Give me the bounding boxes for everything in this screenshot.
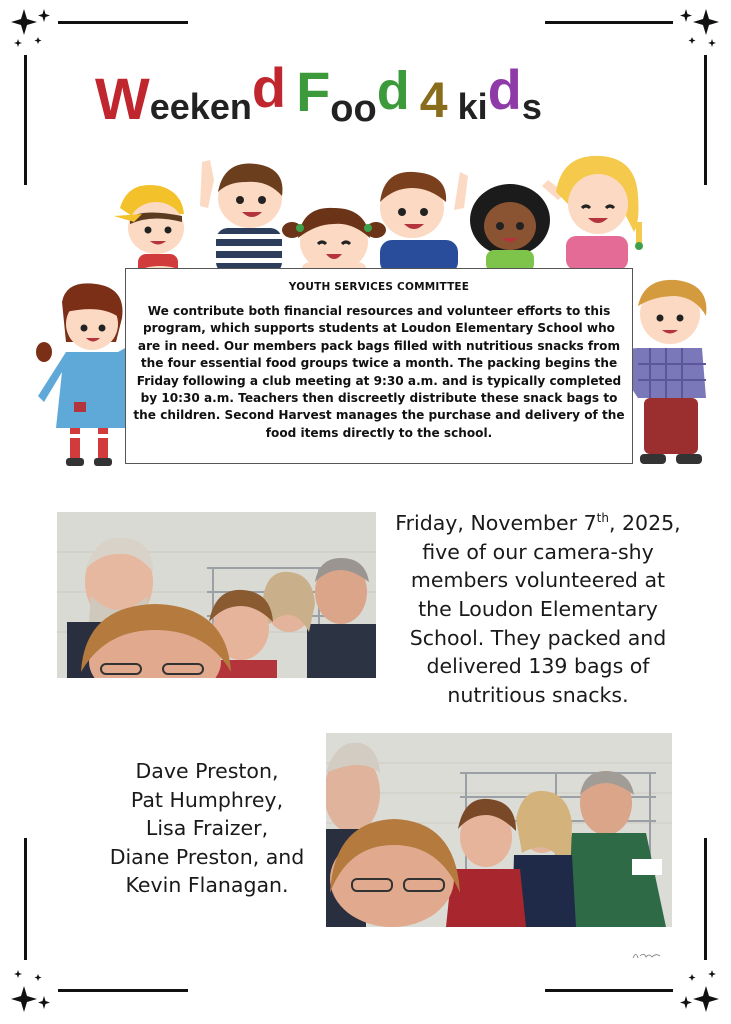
kid-striped-shirt-illustration bbox=[198, 158, 293, 276]
volunteer-selfie-photo-2 bbox=[326, 733, 672, 927]
kid-yellow-cap-illustration bbox=[112, 178, 207, 278]
volunteer-name: Lisa Fraizer, bbox=[145, 816, 269, 841]
kid-blonde-girl-illustration bbox=[538, 152, 653, 270]
event-description bbox=[382, 504, 694, 710]
sparkle-top-right-icon bbox=[672, 5, 722, 55]
event-line: School. They packed and bbox=[409, 625, 667, 650]
signboard-body: We contribute both financial resources and volunteer efforts to this program, which supports students at Loudon Elementary School who are in need. Our members pack bags filled with nutritious snacks from the four essential food groups twice a month. The packing begins the Friday following a club meeting at 9:30 a.m. and is typically completed by 10:30 a.m. Teachers then discreetly distribute these snack bags to the children. Second Harvest manages the purchase and delivery of the food items directly to the school. bbox=[133, 304, 625, 440]
title-letter: W bbox=[95, 67, 150, 132]
youth-services-signboard bbox=[125, 268, 633, 464]
frame-right-top-rule bbox=[704, 55, 707, 185]
volunteer-name: Kevin Flanagan. bbox=[125, 873, 289, 898]
event-date-suffix: th bbox=[596, 511, 609, 525]
sparkle-bottom-left-icon bbox=[8, 966, 58, 1016]
title-letter: eeken bbox=[149, 86, 252, 127]
volunteer-name: Dave Preston, bbox=[135, 759, 279, 783]
artist-signature-mark bbox=[632, 950, 662, 960]
event-date-line bbox=[382, 504, 694, 538]
frame-bottom-right-rule bbox=[545, 989, 673, 992]
event-line: the Loudon Elementary bbox=[418, 596, 658, 621]
event-date-prefix: Friday, November 7 bbox=[395, 510, 597, 535]
volunteer-name: Pat Humphrey, bbox=[130, 787, 284, 812]
title-letter: d bbox=[487, 58, 522, 121]
title-letter: s bbox=[521, 86, 542, 127]
page-title bbox=[95, 56, 635, 132]
frame-top-left-rule bbox=[58, 21, 188, 24]
title-letter: d bbox=[251, 56, 287, 119]
title-letter: F bbox=[296, 60, 331, 123]
title-letter bbox=[286, 80, 296, 121]
title-letter bbox=[410, 80, 420, 121]
frame-bottom-left-rule bbox=[58, 989, 188, 992]
volunteer-selfie-photo-1 bbox=[57, 512, 376, 678]
sparkle-bottom-right-icon bbox=[672, 966, 722, 1016]
event-date-after: , 2025, bbox=[608, 510, 681, 535]
frame-left-bottom-rule bbox=[24, 838, 27, 960]
event-line: members volunteered at bbox=[410, 568, 666, 593]
title-letter: 4 bbox=[419, 72, 448, 128]
event-line: nutritious snacks. bbox=[447, 683, 629, 708]
signboard-heading: YOUTH SERVICES COMMITTEE bbox=[288, 281, 470, 293]
volunteer-name: Diane Preston, and bbox=[109, 844, 305, 869]
title-letter: ki bbox=[457, 86, 488, 127]
sparkle-top-left-icon bbox=[8, 5, 58, 55]
frame-left-top-rule bbox=[24, 55, 27, 185]
frame-right-bottom-rule bbox=[704, 838, 707, 960]
event-line: delivered 139 bags of bbox=[426, 654, 650, 679]
volunteer-names bbox=[92, 757, 322, 900]
title-letter: d bbox=[376, 61, 410, 121]
title-letter bbox=[448, 80, 458, 121]
event-line: five of our camera-shy bbox=[422, 539, 654, 564]
title-letter: oo bbox=[330, 88, 377, 130]
frame-top-right-rule bbox=[545, 21, 673, 24]
kid-blue-shirt-illustration bbox=[368, 168, 473, 274]
